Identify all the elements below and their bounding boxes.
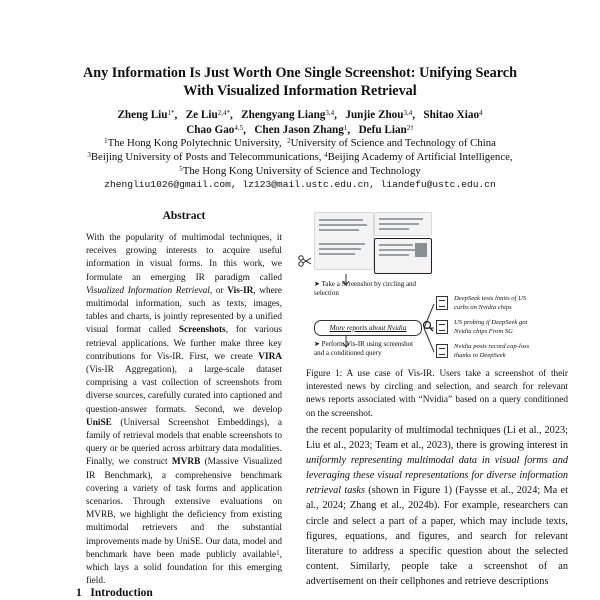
arrow-right-icon: ➤ [314,280,322,288]
author: Zheng Liu$^{1*}$ [117,109,175,121]
step-1-label: ➤ Take a Screenshot by circling and selection [314,280,417,297]
scissors-icon [298,255,312,267]
author: Zhengyang Liang$^{3,4}$ [241,109,335,121]
abstract-body: With the popularity of multimodal techniques, it receives growing interests to acquire useful information in visual forms. In this work, we formulate an emerging IR paradigm called Visualized Information Retrieval, or Vis-IR, where multimodal information, such as texts, images, tables and charts, is jointly represented by a unified visual format called Screenshots, for various retrieval applications. We further make three key contributions for Vis-IR. First, we create VIRA (Vis-IR Aggregation), a large-scale dataset comprising a vast collection of screenshots from diverse sources, carefully curated into captioned and question-answer formats. Second, we develop UniSE (Universal Screenshot Embeddings), a family of retrieval models that enable screenshots to query or be queried across arbitrary data modalities. Finally, we construct MVRB (Massive Visualized IR Benchmark), a comprehensive benchmark covering a variety of task forms and application scenarios. Through extensive evaluations on MVRB, we highlight the deficiency from existing multimodal retrievers and the substantial improvements made by UniSE. Our data, model and benchmark have been made publicly available$^1$, which lays a solid foundation for this emerging field. [86,233,282,587]
result-item: US probing if DeepSeek got Nvidia chips From SG [454,319,528,335]
section-heading-introduction: 1 Introduction [76,587,153,599]
result-item: Nvidia posts record cap-loss thanks to DeepSeek [454,343,530,359]
document-icon [436,296,448,310]
arrow-right-icon: ➤ [314,340,322,348]
result-item: DeepSeek tests limits of US curbs on Nvidia chips [454,295,527,311]
search-icon [422,320,434,332]
document-icon [436,320,448,334]
author-line-2: Chao Gao$^{4,5}$, Chen Jason Zhang$^1$, Defu Lian$^{2\dagger}$ [186,124,414,136]
affiliation-line-2: $^3$Beijing University of Posts and Telecommunications, $^4$Beijing Academy of Artificial Intelligence, [87,151,513,163]
author-line-1: Zheng Liu$^{1*}$, Ze Liu$^{2,4*}$, Zhengyang Liang$^{3,4}$, Junjie Zhou$^{3,4}$, Shitao Xiao$^4$ [117,109,483,121]
figure-caption: Figure 1: A use case of Vis-IR. Users take a screenshot of their interested news by circling and selection, and search for relevant news reports associated with “Nvidia” based on a query conditioned on the screenshot. [306,369,568,419]
author: Chen Jason Zhang$^1$ [254,124,348,136]
author: Chao Gao$^{4,5}$ [186,124,244,136]
document-icon [436,344,448,358]
author: Ze Liu$^{2,4*}$ [185,109,230,121]
author: Junjie Zhou$^{3,4}$ [345,109,413,121]
affiliation-line-1: $^1$The Hong Kong Polytechnic University, $^2$University of Science and Technology of China [104,137,496,149]
author: Defu Lian$^{2\dagger}$ [358,124,414,136]
paper-title: Any Information Is Just Worth One Single Screenshot: Unifying Search With Visualized Information Retrieval [83,65,517,99]
author: Shitao Xiao$^4$ [423,109,483,121]
affiliation-line-3: $^5$The Hong Kong University of Science and Technology [179,165,421,177]
query-box: More reports about Nvidia [314,320,422,336]
abstract-heading: Abstract [162,210,206,222]
author-emails: zhengliu1026@gmail.com, lz123@mail.ustc.edu.cn, liandefu@ustc.edu.cn [104,179,496,190]
step-2-label: ➤ Perform Vis-IR using screenshot and a conditioned query [314,340,414,357]
introduction-body: the recent popularity of multimodal techniques (Li et al., 2023; Liu et al., 2023; Team et al., 2023), there is growing interest in uniformly representing multimodal data in visual forms and leveraging these visual representations for diverse information retrieval tasks (shown in Figure 1) (Faysse et al., 2024; Ma et al., 2024; Zhang et al., 2024b). For example, researchers can circle and select a part of a paper, which may include texts, figures, equations, and figures, and search for relevant literature to address a specific question about the selected content. Similarly, people take a screenshot of an advertisement on their cellphones and retrieve descriptions [306,425,568,587]
